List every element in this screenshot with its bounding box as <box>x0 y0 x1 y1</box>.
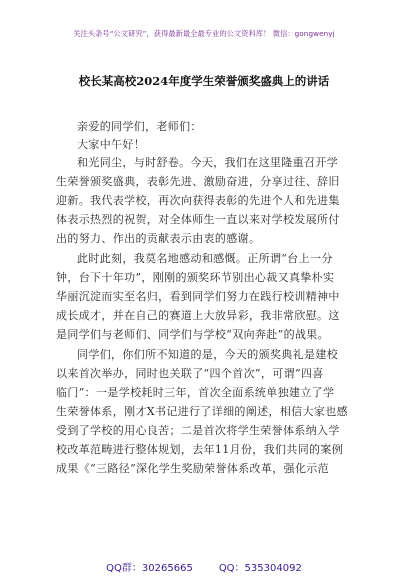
qq-contact-label: QQ：535304092 <box>218 563 302 574</box>
paragraph-line: 生荣誉体系，刚才X书记进行了详细的阐述，相信大家也感 <box>56 405 348 418</box>
paragraph-line: 临门”：一是学校耗时三年，首次全面系统单独建立了学 <box>56 386 335 399</box>
paragraph-line: 和光同尘，与时舒卷。今天，我们在这里隆重召开学 <box>77 156 339 169</box>
paragraph-line: 成果《“三路径”深化学生奖励荣誉体系改革，强化示范 <box>56 462 329 475</box>
paragraph-line: 体表示热烈的祝贺，对全体师生一直以来对学校发展所付 <box>56 213 340 226</box>
salutation-line: 亲爱的同学们，老师们： <box>77 120 202 133</box>
paragraph-line: 校改革范畴进行整体规划，去年11月份，我们共同的案例 <box>56 443 344 456</box>
header-banner: 关注头条号“公文研究”，获得最新最全最专业的公文资料库！ 微信：gongwenyj <box>73 29 335 38</box>
paragraph-line: 生荣誉颁奖盛典，表彰先进、激励奋进，分享过往、辞旧 <box>56 175 340 188</box>
greeting-line: 大家中午好！ <box>77 138 146 151</box>
paragraph-line: 以来首次举办，同时也关联了“四个首次”，可谓“四喜 <box>56 367 324 380</box>
paragraph-line: 出的努力、作出的贡献表示由衷的感谢。 <box>56 232 261 245</box>
qq-group-label: QQ群：30265665 <box>106 563 193 574</box>
paragraph-line: 华丽沉淀而实至名归，看到同学们努力在践行校训精神中 <box>56 290 340 303</box>
paragraph-line: 钟，台下十年功”，刚刚的颁奖环节别出心裁又真挚朴实 <box>56 271 335 284</box>
footer-contact <box>0 559 408 574</box>
paragraph-line: 迎新。我代表学校，再次向获得表彰的先进个人和先进集 <box>56 194 340 207</box>
paragraph-line: 受到了学校的用心良苦；二是首次将学生荣誉体系纳入学 <box>56 424 340 437</box>
paragraph-line: 成长成才，并在自己的赛道上大放异彩，我非常欣慰。这 <box>56 309 340 322</box>
page-title: 校长某高校2024年度学生荣誉颁奖盛典上的讲话 <box>78 74 330 88</box>
paragraph-line: 同学们，你们所不知道的是，今天的颁奖典礼是建校 <box>77 348 339 361</box>
paragraph-line: 是同学们与老师们、同学们与学校“双向奔赴”的战果。 <box>56 328 329 341</box>
paragraph-line: 此时此刻，我莫名地感动和感慨。正所谓“台上一分 <box>77 252 333 265</box>
